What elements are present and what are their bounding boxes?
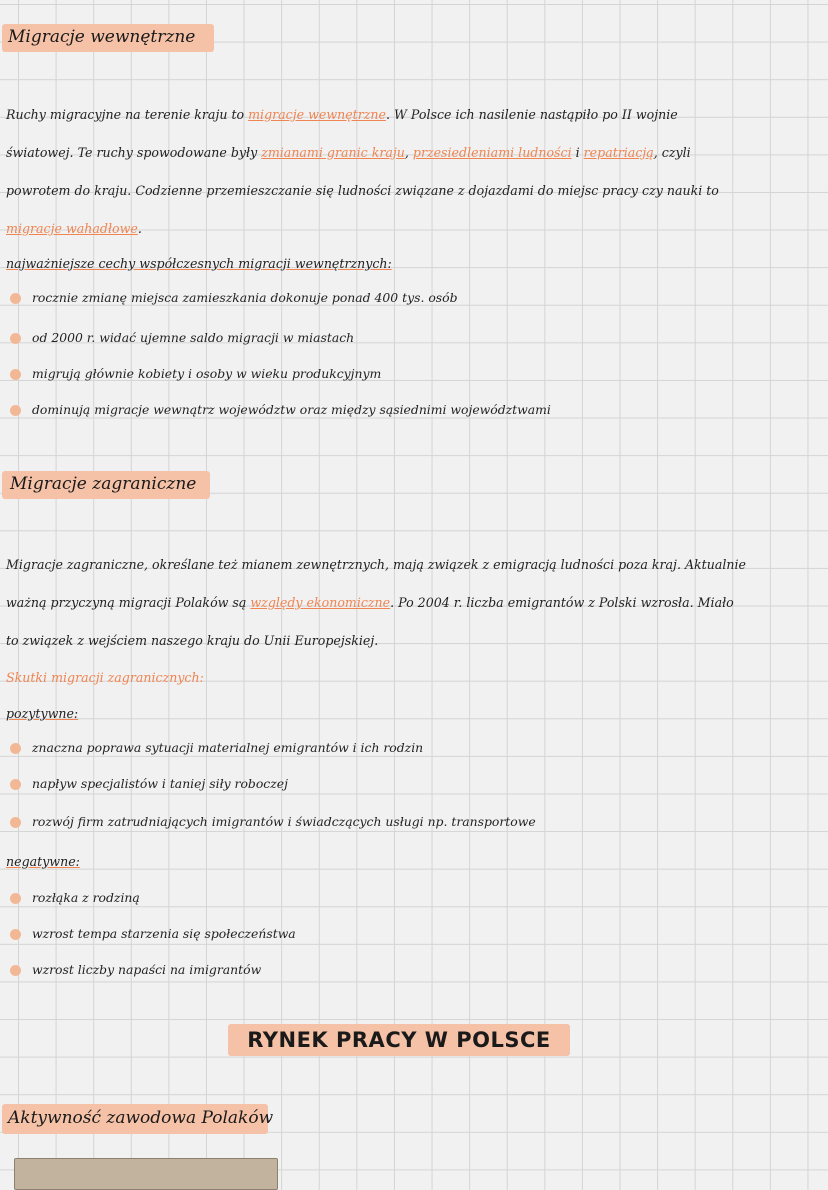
rynek-pracy-title: RYNEK PRACY W POLSCE [247,1028,551,1052]
bullet-dot [10,405,21,416]
effects-title: Skutki migracji zagranicznych: [6,670,204,685]
para1-line-2: światowej. Te ruchy spowodowane były zmianami granic kraju, przesiedleniami ludności i repatriacją, czyli [6,145,691,160]
section3-title: Aktywność zawodowa Polaków [8,1108,274,1128]
term-migracje-wewnetrzne: migracje wewnętrzne [248,107,386,122]
term-zmiany-granic: zmianami granic kraju [261,145,405,160]
term-repatriacja: repatriacją [583,145,654,160]
section1-paragraph [6,96,719,248]
bullet-dot [10,929,21,940]
bullet-dot [10,333,21,344]
bullet-dot [10,893,21,904]
bullet-dot [10,743,21,754]
term-migracje-wahadlowe: migracje wahadłowe [6,221,138,236]
section2-title: Migracje zagraniczne [10,474,197,494]
para1-line-4: migracje wahadłowe. [6,221,142,236]
term-wzgledy-ekonomiczne: względy ekonomiczne [250,595,391,610]
bullet-dot [10,369,21,380]
section2-paragraph [6,546,746,660]
para2-line-3: to związek z wejściem naszego kraju do Unii Europejskiej. [6,633,379,648]
bullet-dot [10,293,21,304]
rynek-pracy-title-box [228,1024,570,1056]
para2-line-2: ważną przyczyną migracji Polaków są względy ekonomiczne. Po 2004 r. liczba emigrantów z Polski wzrosła. Miało [6,595,734,610]
bullet-dot [10,779,21,790]
section1-title: Migracje wewnętrzne [8,27,196,47]
section1-list-title: najważniejsze cechy współczesnych migracji wewnętrznych: [6,256,392,271]
para1-line-1: Ruchy migracyjne na terenie kraju to migracje wewnętrzne. W Polsce ich nasilenie nastąpiło po II wojnie [6,107,678,122]
para1-line-3: powrotem do kraju. Codzienne przemieszczanie się ludności związane z dojazdami do miejsc pracy czy nauki to [6,183,719,198]
para2-line-1: Migracje zagraniczne, określane też mianem zewnętrznych, mają związek z emigracją ludności poza kraj. Aktualnie [6,557,746,572]
bullet-dot [10,965,21,976]
term-przesiedlenia: przesiedleniami ludności [412,145,572,160]
cut-off-box [14,1158,278,1190]
negative-label: negatywne: [6,854,80,869]
bullet-dot [10,817,21,828]
positive-label: pozytywne: [6,706,79,721]
